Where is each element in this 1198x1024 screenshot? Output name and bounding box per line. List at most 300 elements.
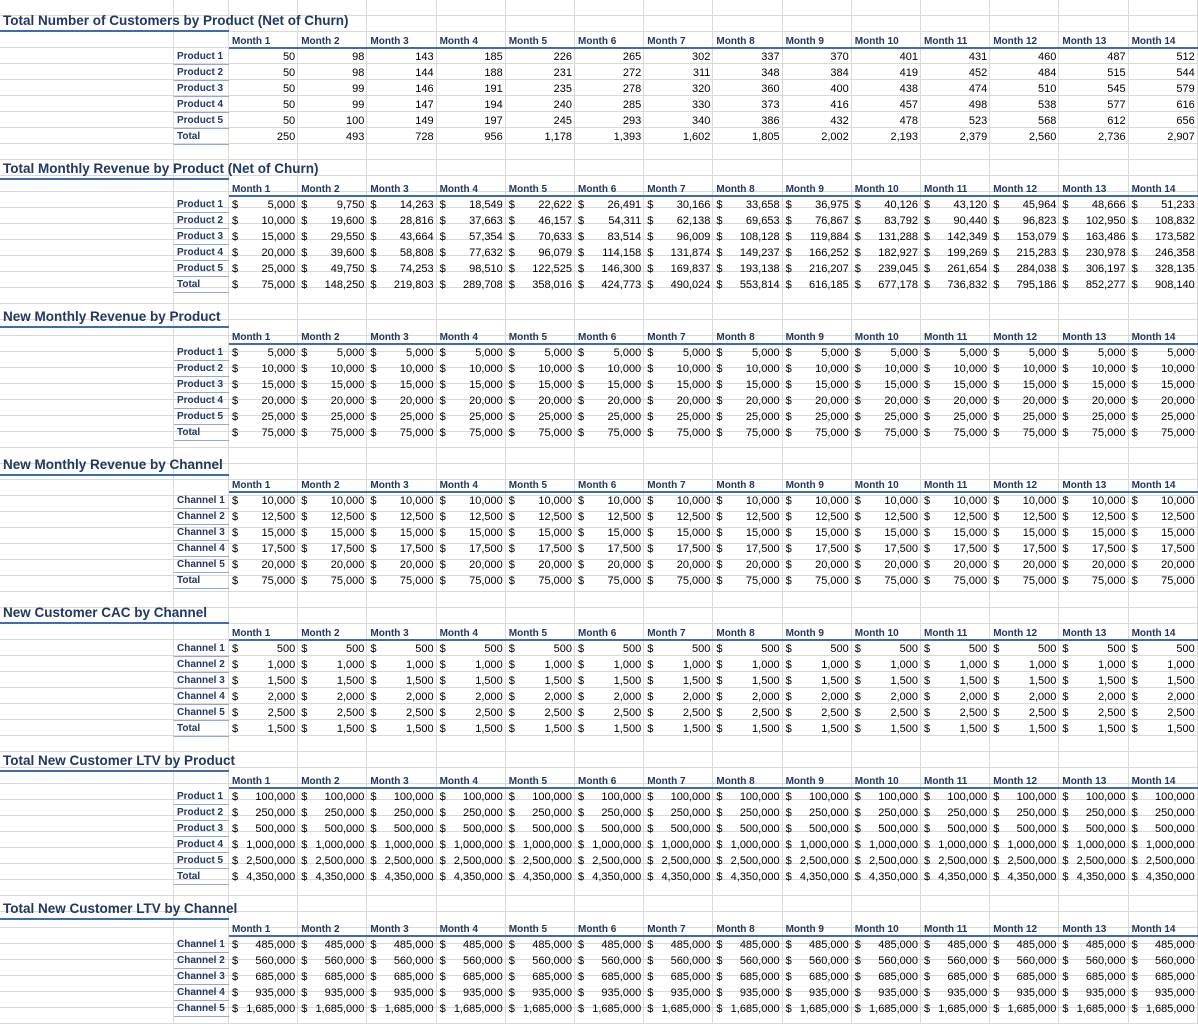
value-cell[interactable] [783, 721, 852, 737]
value-cell[interactable] [575, 837, 644, 853]
grid-cell[interactable] [298, 144, 367, 160]
value-cell[interactable] [575, 409, 644, 425]
grid-cell[interactable] [921, 448, 990, 464]
value-cell[interactable] [575, 81, 644, 97]
value-cell[interactable] [298, 721, 367, 737]
value-cell[interactable] [229, 81, 298, 97]
value-cell[interactable] [229, 721, 298, 737]
value-cell[interactable] [437, 821, 506, 837]
value-cell[interactable] [852, 493, 921, 509]
value-cell[interactable] [575, 361, 644, 377]
value-cell[interactable] [367, 641, 436, 657]
grid-cell[interactable] [0, 656, 174, 672]
value-cell[interactable] [644, 557, 713, 573]
value-cell[interactable] [713, 689, 782, 705]
value-cell[interactable] [506, 197, 575, 213]
value-cell[interactable] [575, 509, 644, 525]
value-cell[interactable] [437, 837, 506, 853]
grid-cell[interactable] [0, 784, 174, 800]
grid-cell[interactable] [713, 144, 782, 160]
value-cell[interactable] [783, 409, 852, 425]
value-cell[interactable] [713, 573, 782, 589]
grid-cell[interactable] [437, 896, 506, 912]
grid-cell[interactable] [367, 896, 436, 912]
value-cell[interactable] [437, 229, 506, 245]
value-cell[interactable] [437, 377, 506, 393]
value-cell[interactable] [229, 821, 298, 837]
value-cell[interactable] [229, 705, 298, 721]
value-cell[interactable] [298, 1001, 367, 1017]
value-cell[interactable] [506, 277, 575, 293]
value-cell[interactable] [783, 869, 852, 885]
value-cell[interactable] [229, 493, 298, 509]
value-cell[interactable] [1129, 641, 1198, 657]
value-cell[interactable] [713, 129, 782, 145]
value-cell[interactable] [1059, 525, 1128, 541]
grid-cell[interactable] [506, 752, 575, 768]
value-cell[interactable] [298, 937, 367, 953]
value-cell[interactable] [852, 573, 921, 589]
value-cell[interactable] [229, 129, 298, 145]
grid-cell[interactable] [990, 736, 1059, 752]
value-cell[interactable] [575, 1001, 644, 1017]
value-cell[interactable] [1129, 213, 1198, 229]
grid-cell[interactable] [0, 864, 174, 880]
grid-cell[interactable] [921, 608, 990, 624]
grid-cell[interactable] [1059, 592, 1128, 608]
value-cell[interactable] [990, 393, 1059, 409]
value-cell[interactable] [575, 113, 644, 129]
value-cell[interactable] [783, 277, 852, 293]
value-cell[interactable] [1059, 65, 1128, 81]
value-cell[interactable] [437, 409, 506, 425]
value-cell[interactable] [298, 853, 367, 869]
value-cell[interactable] [506, 821, 575, 837]
value-cell[interactable] [921, 573, 990, 589]
value-cell[interactable] [713, 641, 782, 657]
grid-cell[interactable] [921, 0, 990, 16]
value-cell[interactable] [575, 869, 644, 885]
grid-cell[interactable] [921, 144, 990, 160]
value-cell[interactable] [506, 393, 575, 409]
value-cell[interactable] [229, 49, 298, 65]
grid-cell[interactable] [644, 736, 713, 752]
value-cell[interactable] [1129, 509, 1198, 525]
value-cell[interactable] [852, 65, 921, 81]
grid-cell[interactable] [0, 288, 174, 304]
value-cell[interactable] [575, 657, 644, 673]
grid-cell[interactable] [575, 592, 644, 608]
grid-cell[interactable] [298, 752, 367, 768]
value-cell[interactable] [437, 721, 506, 737]
value-cell[interactable] [990, 869, 1059, 885]
value-cell[interactable] [506, 673, 575, 689]
value-cell[interactable] [1059, 853, 1128, 869]
grid-cell[interactable] [1129, 736, 1198, 752]
grid-cell[interactable] [1129, 448, 1198, 464]
value-cell[interactable] [229, 377, 298, 393]
grid-cell[interactable] [506, 736, 575, 752]
value-cell[interactable] [575, 97, 644, 113]
value-cell[interactable] [990, 705, 1059, 721]
value-cell[interactable] [437, 641, 506, 657]
value-cell[interactable] [1059, 261, 1128, 277]
value-cell[interactable] [298, 113, 367, 129]
value-cell[interactable] [783, 113, 852, 129]
value-cell[interactable] [921, 377, 990, 393]
grid-cell[interactable] [783, 304, 852, 320]
value-cell[interactable] [852, 425, 921, 441]
value-cell[interactable] [921, 113, 990, 129]
value-cell[interactable] [1059, 377, 1128, 393]
grid-cell[interactable] [921, 736, 990, 752]
grid-cell[interactable] [0, 272, 174, 288]
value-cell[interactable] [506, 245, 575, 261]
value-cell[interactable] [713, 229, 782, 245]
value-cell[interactable] [437, 129, 506, 145]
grid-cell[interactable] [367, 304, 436, 320]
value-cell[interactable] [921, 197, 990, 213]
value-cell[interactable] [437, 393, 506, 409]
value-cell[interactable] [1129, 49, 1198, 65]
value-cell[interactable] [298, 641, 367, 657]
grid-cell[interactable] [0, 144, 174, 160]
value-cell[interactable] [644, 821, 713, 837]
value-cell[interactable] [644, 129, 713, 145]
grid-cell[interactable] [852, 144, 921, 160]
value-cell[interactable] [990, 721, 1059, 737]
grid-cell[interactable] [367, 592, 436, 608]
value-cell[interactable] [367, 197, 436, 213]
value-cell[interactable] [990, 97, 1059, 113]
value-cell[interactable] [713, 245, 782, 261]
grid-cell[interactable] [644, 608, 713, 624]
value-cell[interactable] [229, 509, 298, 525]
grid-cell[interactable] [506, 896, 575, 912]
value-cell[interactable] [1129, 81, 1198, 97]
value-cell[interactable] [229, 213, 298, 229]
grid-cell[interactable] [0, 128, 174, 144]
value-cell[interactable] [990, 213, 1059, 229]
value-cell[interactable] [644, 953, 713, 969]
value-cell[interactable] [1059, 409, 1128, 425]
value-cell[interactable] [990, 493, 1059, 509]
value-cell[interactable] [437, 789, 506, 805]
value-cell[interactable] [506, 789, 575, 805]
grid-cell[interactable] [0, 976, 174, 992]
value-cell[interactable] [506, 937, 575, 953]
grid-cell[interactable] [437, 16, 506, 32]
value-cell[interactable] [229, 673, 298, 689]
value-cell[interactable] [1059, 837, 1128, 853]
value-cell[interactable] [783, 853, 852, 869]
value-cell[interactable] [367, 789, 436, 805]
grid-cell[interactable] [852, 448, 921, 464]
value-cell[interactable] [367, 985, 436, 1001]
value-cell[interactable] [783, 789, 852, 805]
value-cell[interactable] [437, 425, 506, 441]
value-cell[interactable] [506, 689, 575, 705]
grid-cell[interactable] [990, 592, 1059, 608]
grid-cell[interactable] [0, 96, 174, 112]
value-cell[interactable] [644, 377, 713, 393]
value-cell[interactable] [437, 573, 506, 589]
value-cell[interactable] [229, 65, 298, 81]
value-cell[interactable] [229, 113, 298, 129]
value-cell[interactable] [990, 49, 1059, 65]
grid-cell[interactable] [0, 576, 174, 592]
value-cell[interactable] [367, 377, 436, 393]
value-cell[interactable] [921, 65, 990, 81]
grid-cell[interactable] [852, 0, 921, 16]
value-cell[interactable] [229, 837, 298, 853]
value-cell[interactable] [1129, 65, 1198, 81]
grid-cell[interactable] [1059, 448, 1128, 464]
value-cell[interactable] [367, 689, 436, 705]
grid-cell[interactable] [0, 944, 174, 960]
value-cell[interactable] [1059, 493, 1128, 509]
value-cell[interactable] [990, 509, 1059, 525]
value-cell[interactable] [298, 393, 367, 409]
value-cell[interactable] [575, 65, 644, 81]
grid-cell[interactable] [0, 832, 174, 848]
value-cell[interactable] [713, 1001, 782, 1017]
value-cell[interactable] [1059, 97, 1128, 113]
value-cell[interactable] [783, 229, 852, 245]
grid-cell[interactable] [990, 160, 1059, 176]
value-cell[interactable] [575, 673, 644, 689]
value-cell[interactable] [298, 953, 367, 969]
value-cell[interactable] [990, 657, 1059, 673]
value-cell[interactable] [437, 541, 506, 557]
value-cell[interactable] [713, 869, 782, 885]
value-cell[interactable] [921, 425, 990, 441]
value-cell[interactable] [1129, 97, 1198, 113]
value-cell[interactable] [575, 805, 644, 821]
value-cell[interactable] [575, 245, 644, 261]
grid-cell[interactable] [437, 160, 506, 176]
value-cell[interactable] [575, 705, 644, 721]
grid-cell[interactable] [229, 144, 298, 160]
value-cell[interactable] [298, 525, 367, 541]
grid-cell[interactable] [713, 16, 782, 32]
grid-cell[interactable] [0, 192, 174, 208]
grid-cell[interactable] [367, 144, 436, 160]
grid-cell[interactable] [298, 608, 367, 624]
value-cell[interactable] [1129, 821, 1198, 837]
value-cell[interactable] [298, 541, 367, 557]
value-cell[interactable] [852, 869, 921, 885]
value-cell[interactable] [1129, 377, 1198, 393]
grid-cell[interactable] [575, 144, 644, 160]
grid-cell[interactable] [1059, 0, 1128, 16]
value-cell[interactable] [990, 689, 1059, 705]
value-cell[interactable] [644, 789, 713, 805]
grid-cell[interactable] [575, 0, 644, 16]
grid-cell[interactable] [437, 144, 506, 160]
value-cell[interactable] [575, 789, 644, 805]
value-cell[interactable] [783, 657, 852, 673]
value-cell[interactable] [990, 525, 1059, 541]
value-cell[interactable] [367, 853, 436, 869]
value-cell[interactable] [506, 985, 575, 1001]
value-cell[interactable] [713, 557, 782, 573]
grid-cell[interactable] [644, 448, 713, 464]
grid-cell[interactable] [229, 736, 298, 752]
grid-cell[interactable] [437, 448, 506, 464]
value-cell[interactable] [1129, 869, 1198, 885]
value-cell[interactable] [575, 49, 644, 65]
grid-cell[interactable] [437, 736, 506, 752]
value-cell[interactable] [1059, 197, 1128, 213]
value-cell[interactable] [1059, 345, 1128, 361]
value-cell[interactable] [1129, 229, 1198, 245]
value-cell[interactable] [783, 985, 852, 1001]
value-cell[interactable] [1129, 345, 1198, 361]
value-cell[interactable] [783, 345, 852, 361]
value-cell[interactable] [298, 409, 367, 425]
grid-cell[interactable] [174, 144, 229, 160]
grid-cell[interactable] [644, 160, 713, 176]
value-cell[interactable] [644, 197, 713, 213]
value-cell[interactable] [298, 557, 367, 573]
value-cell[interactable] [367, 81, 436, 97]
value-cell[interactable] [437, 65, 506, 81]
value-cell[interactable] [1129, 525, 1198, 541]
value-cell[interactable] [1129, 409, 1198, 425]
value-cell[interactable] [367, 821, 436, 837]
grid-cell[interactable] [783, 752, 852, 768]
grid-cell[interactable] [1059, 144, 1128, 160]
value-cell[interactable] [921, 1001, 990, 1017]
value-cell[interactable] [367, 721, 436, 737]
value-cell[interactable] [921, 657, 990, 673]
value-cell[interactable] [437, 657, 506, 673]
value-cell[interactable] [644, 97, 713, 113]
value-cell[interactable] [506, 113, 575, 129]
grid-cell[interactable] [0, 848, 174, 864]
grid-cell[interactable] [575, 752, 644, 768]
value-cell[interactable] [713, 409, 782, 425]
value-cell[interactable] [990, 197, 1059, 213]
value-cell[interactable] [367, 673, 436, 689]
value-cell[interactable] [783, 261, 852, 277]
value-cell[interactable] [506, 853, 575, 869]
value-cell[interactable] [852, 345, 921, 361]
value-cell[interactable] [575, 129, 644, 145]
value-cell[interactable] [713, 953, 782, 969]
value-cell[interactable] [298, 837, 367, 853]
value-cell[interactable] [921, 245, 990, 261]
value-cell[interactable] [229, 557, 298, 573]
value-cell[interactable] [506, 721, 575, 737]
value-cell[interactable] [1059, 789, 1128, 805]
grid-cell[interactable] [921, 752, 990, 768]
value-cell[interactable] [852, 81, 921, 97]
value-cell[interactable] [1129, 937, 1198, 953]
value-cell[interactable] [783, 1001, 852, 1017]
value-cell[interactable] [713, 493, 782, 509]
value-cell[interactable] [852, 409, 921, 425]
value-cell[interactable] [1129, 493, 1198, 509]
value-cell[interactable] [644, 277, 713, 293]
value-cell[interactable] [1129, 573, 1198, 589]
grid-cell[interactable] [990, 16, 1059, 32]
value-cell[interactable] [921, 393, 990, 409]
grid-cell[interactable] [0, 544, 174, 560]
value-cell[interactable] [990, 1001, 1059, 1017]
value-cell[interactable] [437, 213, 506, 229]
value-cell[interactable] [298, 689, 367, 705]
value-cell[interactable] [575, 937, 644, 953]
value-cell[interactable] [1059, 641, 1128, 657]
value-cell[interactable] [298, 657, 367, 673]
value-cell[interactable] [713, 837, 782, 853]
grid-cell[interactable] [644, 752, 713, 768]
value-cell[interactable] [783, 197, 852, 213]
value-cell[interactable] [990, 425, 1059, 441]
value-cell[interactable] [298, 345, 367, 361]
grid-cell[interactable] [990, 896, 1059, 912]
grid-cell[interactable] [1129, 592, 1198, 608]
value-cell[interactable] [644, 969, 713, 985]
value-cell[interactable] [990, 361, 1059, 377]
value-cell[interactable] [367, 1001, 436, 1017]
value-cell[interactable] [644, 837, 713, 853]
value-cell[interactable] [367, 261, 436, 277]
value-cell[interactable] [921, 525, 990, 541]
value-cell[interactable] [1059, 869, 1128, 885]
value-cell[interactable] [713, 937, 782, 953]
value-cell[interactable] [506, 1001, 575, 1017]
value-cell[interactable] [1129, 673, 1198, 689]
grid-cell[interactable] [0, 256, 174, 272]
value-cell[interactable] [990, 229, 1059, 245]
value-cell[interactable] [713, 541, 782, 557]
value-cell[interactable] [783, 213, 852, 229]
grid-cell[interactable] [0, 528, 174, 544]
value-cell[interactable] [1129, 393, 1198, 409]
value-cell[interactable] [298, 969, 367, 985]
grid-cell[interactable] [713, 736, 782, 752]
grid-cell[interactable] [0, 48, 174, 64]
value-cell[interactable] [990, 789, 1059, 805]
value-cell[interactable] [575, 689, 644, 705]
value-cell[interactable] [852, 1001, 921, 1017]
value-cell[interactable] [506, 129, 575, 145]
value-cell[interactable] [506, 49, 575, 65]
value-cell[interactable] [852, 541, 921, 557]
value-cell[interactable] [852, 361, 921, 377]
value-cell[interactable] [298, 985, 367, 1001]
value-cell[interactable] [921, 721, 990, 737]
value-cell[interactable] [298, 573, 367, 589]
value-cell[interactable] [713, 49, 782, 65]
value-cell[interactable] [437, 805, 506, 821]
value-cell[interactable] [367, 657, 436, 673]
value-cell[interactable] [1129, 953, 1198, 969]
value-cell[interactable] [644, 985, 713, 1001]
grid-cell[interactable] [783, 160, 852, 176]
grid-cell[interactable] [0, 240, 174, 256]
value-cell[interactable] [367, 937, 436, 953]
value-cell[interactable] [713, 113, 782, 129]
grid-cell[interactable] [1129, 16, 1198, 32]
value-cell[interactable] [990, 985, 1059, 1001]
grid-cell[interactable] [0, 720, 174, 736]
value-cell[interactable] [298, 97, 367, 113]
value-cell[interactable] [644, 541, 713, 557]
